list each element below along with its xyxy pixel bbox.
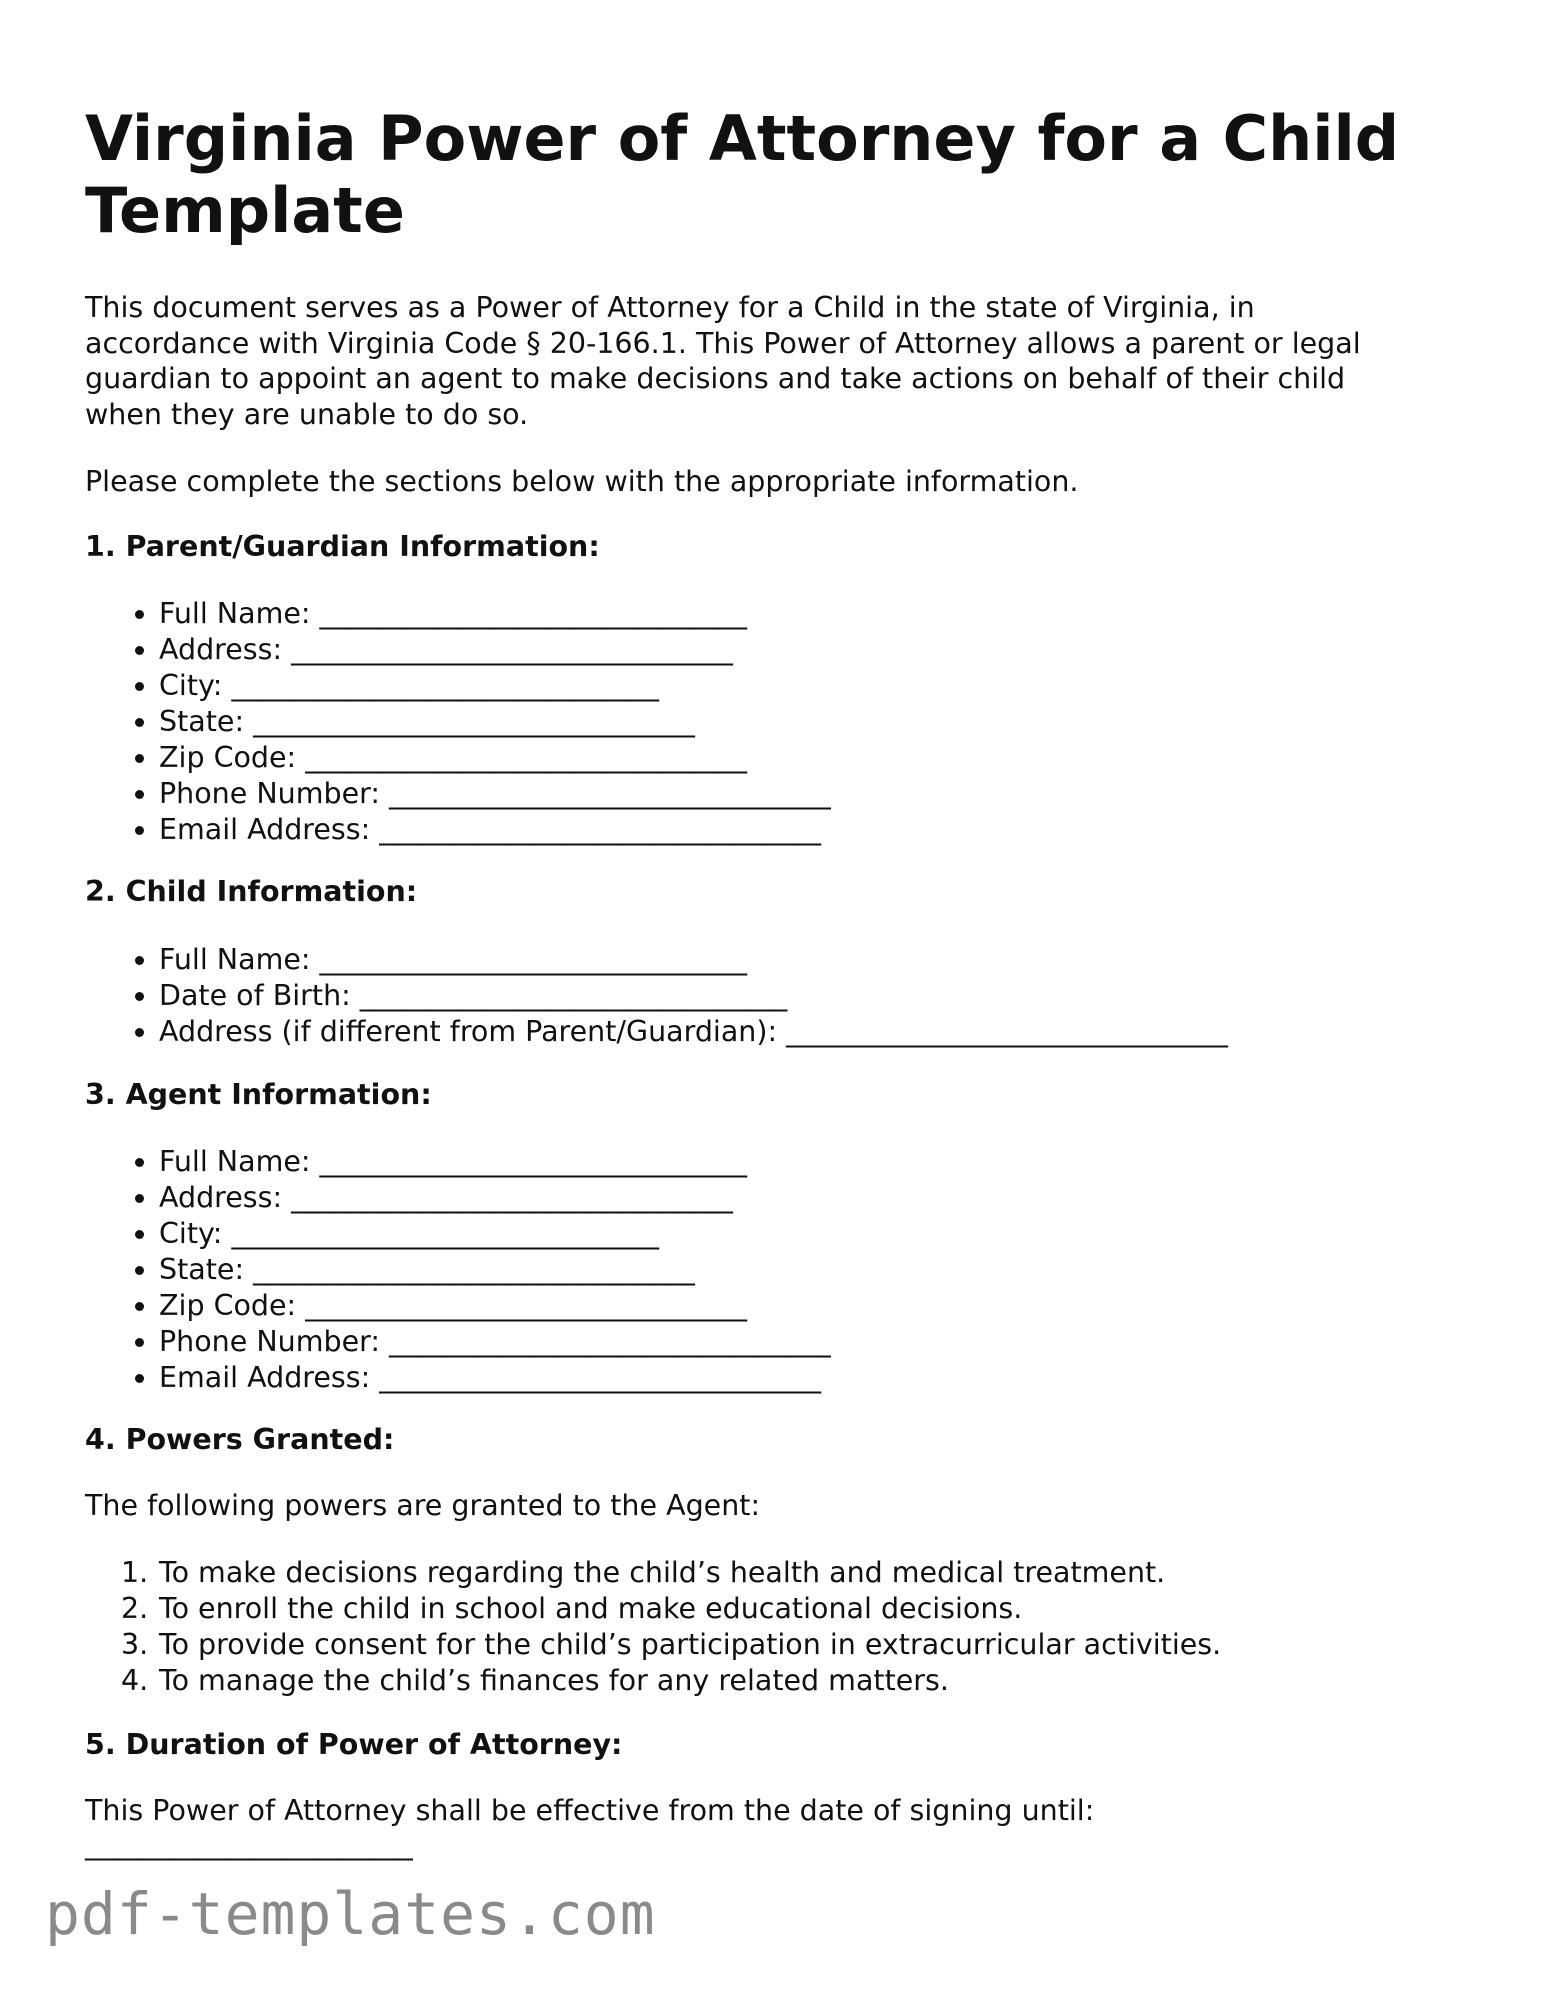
power-item: 2. To enroll the child in school and make educational decisions. bbox=[121, 1592, 1023, 1625]
powers-intro: The following powers are granted to the Agent: bbox=[85, 1489, 761, 1522]
power-item: 1. To make decisions regarding the child’s health and medical treatment. bbox=[121, 1556, 1166, 1589]
intro-line-2: accordance with Virginia Code § 20-166.1. This Power of Attorney allows a parent or legal bbox=[85, 327, 1361, 360]
watermark-logo: pdf-templates.com bbox=[45, 1880, 656, 1948]
child-full-name-field[interactable]: • Full Name: ______________________________ bbox=[159, 942, 1228, 978]
agent-zip-field[interactable]: • Zip Code: _______________________________ bbox=[159, 1288, 831, 1324]
parent-guardian-fields bbox=[85, 596, 831, 848]
power-item: 3. To provide consent for the child’s participation in extracurricular activities. bbox=[121, 1628, 1222, 1661]
child-fields bbox=[85, 942, 1228, 1050]
agent-email-field[interactable]: • Email Address: _______________________________ bbox=[159, 1360, 831, 1396]
parent-address-field[interactable]: • Address: _______________________________ bbox=[159, 632, 831, 668]
instructions: Please complete the sections below with the appropriate information. bbox=[85, 465, 1079, 498]
parent-full-name-field[interactable]: • Full Name: ______________________________ bbox=[159, 596, 831, 632]
agent-state-field[interactable]: • State: _______________________________ bbox=[159, 1252, 831, 1288]
intro-line-4: when they are unable to do so. bbox=[85, 398, 529, 431]
child-address-field[interactable]: • Address (if different from Parent/Guardian): _______________________________ bbox=[159, 1014, 1228, 1050]
duration-text: This Power of Attorney shall be effective from the date of signing until: bbox=[85, 1794, 1095, 1827]
section-4-heading: 4. Powers Granted: bbox=[85, 1423, 395, 1456]
parent-state-field[interactable]: • State: _______________________________ bbox=[159, 704, 831, 740]
agent-address-field[interactable]: • Address: _______________________________ bbox=[159, 1180, 831, 1216]
section-2-heading: 2. Child Information: bbox=[85, 875, 418, 908]
parent-phone-field[interactable]: • Phone Number: _______________________________ bbox=[159, 776, 831, 812]
child-dob-field[interactable]: • Date of Birth: ______________________________ bbox=[159, 978, 1228, 1014]
agent-phone-field[interactable]: • Phone Number: _______________________________ bbox=[159, 1324, 831, 1360]
section-1-heading: 1. Parent/Guardian Information: bbox=[85, 530, 600, 563]
section-3-heading: 3. Agent Information: bbox=[85, 1078, 432, 1111]
powers-list bbox=[85, 1555, 1221, 1699]
section-5-heading: 5. Duration of Power of Attorney: bbox=[85, 1728, 623, 1761]
intro-line-1: This document serves as a Power of Attorney for a Child in the state of Virginia, in bbox=[85, 291, 1255, 324]
duration-blank-field[interactable]: _______________________ bbox=[85, 1828, 413, 1861]
agent-full-name-field[interactable]: • Full Name: ______________________________ bbox=[159, 1144, 831, 1180]
page-title: Virginia Power of Attorney for a Child Template bbox=[85, 102, 1400, 247]
power-item: 4. To manage the child’s finances for any related matters. bbox=[121, 1664, 949, 1697]
parent-city-field[interactable]: • City: ______________________________ bbox=[159, 668, 831, 704]
agent-fields bbox=[85, 1144, 831, 1396]
parent-zip-field[interactable]: • Zip Code: _______________________________ bbox=[159, 740, 831, 776]
agent-city-field[interactable]: • City: ______________________________ bbox=[159, 1216, 831, 1252]
parent-email-field[interactable]: • Email Address: _______________________________ bbox=[159, 812, 831, 848]
intro-line-3: guardian to appoint an agent to make decisions and take actions on behalf of their child bbox=[85, 362, 1346, 395]
